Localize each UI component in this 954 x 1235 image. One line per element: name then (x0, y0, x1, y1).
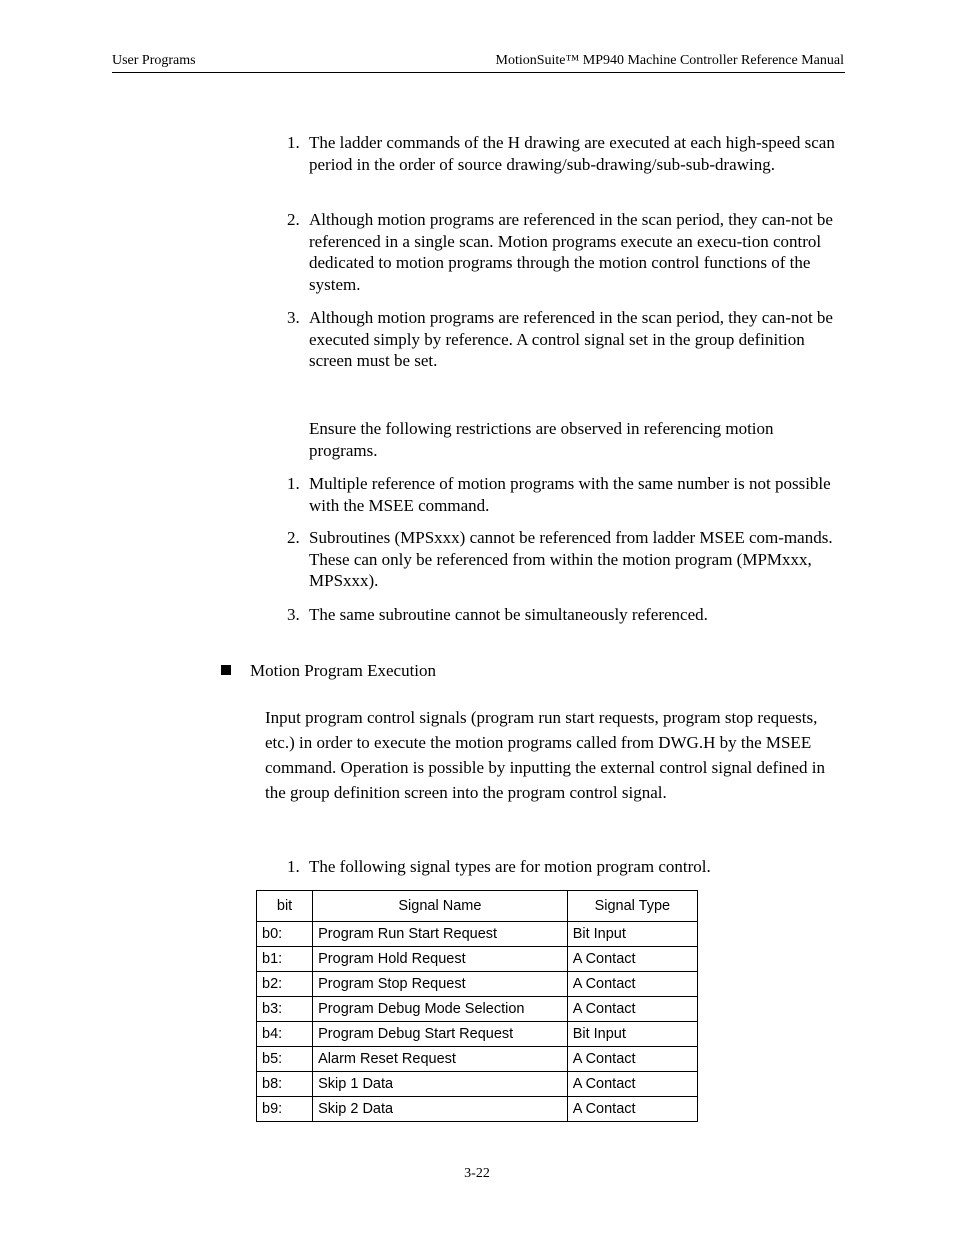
list-item-number: 1. (287, 133, 300, 152)
cell-bit: b3: (257, 997, 313, 1022)
cell-bit: b4: (257, 1022, 313, 1047)
list-item (287, 132, 847, 175)
cell-signal-name: Program Stop Request (313, 972, 568, 997)
cell-signal-type: A Contact (567, 1047, 697, 1072)
restrictions-intro: Ensure the following restrictions are observed in referencing motion programs. (309, 419, 774, 460)
table-row (257, 972, 698, 997)
cell-bit: b2: (257, 972, 313, 997)
table-header-row (257, 891, 698, 922)
header-signal-type: Signal Type (567, 891, 697, 922)
list-item-text: Subroutines (MPSxxx) cannot be referenced from ladder MSEE com-mands. These can only be referenced from within the motion program (MPMxxx, MPSxxx). (309, 528, 833, 590)
cell-signal-type: Bit Input (567, 922, 697, 947)
cell-bit: b9: (257, 1097, 313, 1122)
list-item (287, 209, 847, 295)
header-signal-name: Signal Name (313, 891, 568, 922)
table-row (257, 997, 698, 1022)
table-row (257, 1047, 698, 1072)
list-item-text: The following signal types are for motion program control. (309, 857, 711, 876)
list-item (287, 307, 847, 372)
table-row (257, 1022, 698, 1047)
list-item-number: 1. (287, 474, 300, 493)
section-title: Motion Program Execution (250, 661, 437, 680)
cell-signal-name: Program Hold Request (313, 947, 568, 972)
cell-signal-type: A Contact (567, 947, 697, 972)
cell-signal-name: Program Debug Start Request (313, 1022, 568, 1047)
list-item-text: Although motion programs are referenced in the scan period, they can-not be executed simply by reference. A control signal set in the group definition screen must be set. (309, 308, 833, 370)
cell-signal-name: Program Debug Mode Selection (313, 997, 568, 1022)
table-row (257, 1097, 698, 1122)
table-row (257, 1072, 698, 1097)
section-paragraph: Input program control signals (program run start requests, program stop requests, etc.) in order to execute the motion programs called from DWG.H by the MSEE command. Operation is possible by inputting the external control signal defined in the group definition screen into the program control signal. (265, 708, 825, 802)
list-item (287, 856, 847, 878)
list-item-number: 1. (287, 857, 300, 876)
signal-table (256, 890, 698, 1122)
header-rule (112, 72, 845, 73)
cell-signal-name: Alarm Reset Request (313, 1047, 568, 1072)
cell-bit: b8: (257, 1072, 313, 1097)
cell-signal-name: Skip 1 Data (313, 1072, 568, 1097)
list-item-text: Multiple reference of motion programs with the same number is not possible with the MSEE command. (309, 474, 831, 515)
list-item-text: The ladder commands of the H drawing are executed at each high-speed scan period in the order of source drawing/sub-drawing/sub-sub-drawing. (309, 133, 835, 174)
cell-signal-name: Program Run Start Request (313, 922, 568, 947)
page-number: 3-22 (464, 1166, 490, 1181)
list-item-number: 3. (287, 308, 300, 327)
list-item-number: 2. (287, 528, 300, 547)
cell-bit: b0: (257, 922, 313, 947)
header-manual-title: MotionSuite™ MP940 Machine Controller Reference Manual (495, 53, 844, 68)
list-item (287, 473, 847, 516)
cell-signal-type: A Contact (567, 1072, 697, 1097)
cell-signal-type: A Contact (567, 972, 697, 997)
list-item-number: 3. (287, 605, 300, 624)
cell-bit: b1: (257, 947, 313, 972)
list-item-number: 2. (287, 210, 300, 229)
cell-bit: b5: (257, 1047, 313, 1072)
header-bit: bit (257, 891, 313, 922)
square-bullet-icon (221, 665, 231, 675)
table-row (257, 947, 698, 972)
list-item (287, 527, 847, 592)
table-row (257, 922, 698, 947)
list-item-text: The same subroutine cannot be simultaneously referenced. (309, 605, 708, 624)
cell-signal-type: A Contact (567, 997, 697, 1022)
header-section-title: User Programs (112, 53, 196, 68)
cell-signal-type: A Contact (567, 1097, 697, 1122)
list-item-text: Although motion programs are referenced in the scan period, they can-not be referenced in a single scan. Motion programs execute an execu-tion control dedicated to motion programs through the motion control functions of the system. (309, 210, 833, 294)
cell-signal-name: Skip 2 Data (313, 1097, 568, 1122)
cell-signal-type: Bit Input (567, 1022, 697, 1047)
list-item (287, 604, 847, 626)
